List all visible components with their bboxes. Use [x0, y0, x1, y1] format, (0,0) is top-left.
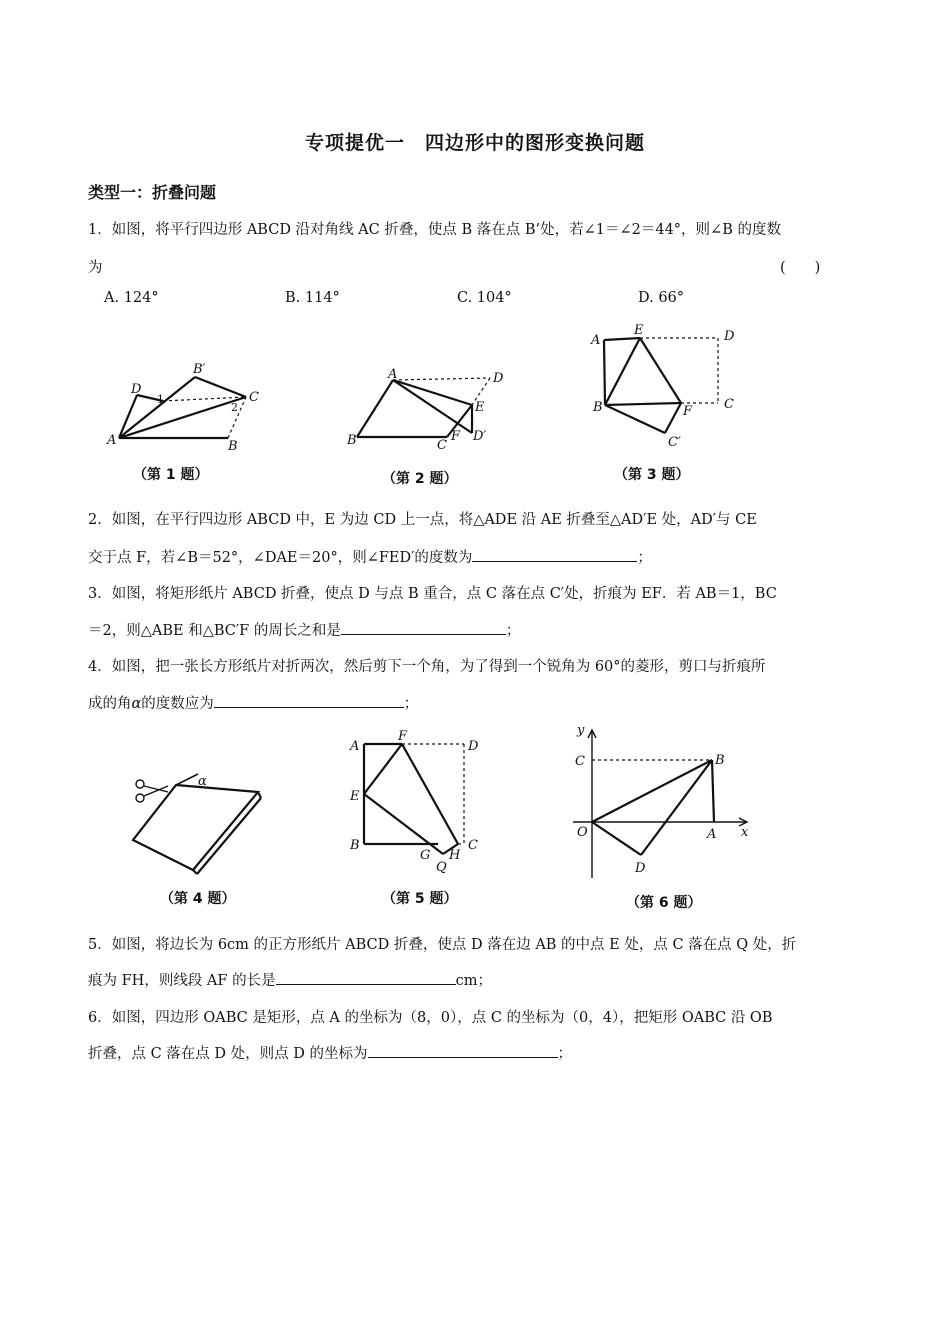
caption-fig-2: （第 2 题） [382, 471, 458, 487]
figure-4 [128, 760, 273, 875]
paper-edge-3 [193, 870, 197, 874]
q5-text: 痕为 FH，则线段 AF 的长是 [88, 973, 276, 989]
q2-line1: 2．如图，在平行四边形 ABCD 中，E 为边 CD 上一点，将△ADE 沿 AE 折叠至△AD′E 处，AD′与 CE [88, 512, 757, 528]
label-c: C [437, 438, 447, 453]
q4-line1: 4．如图，把一张长方形纸片对折两次，然后剪下一个角，为了得到一个锐角为 60°的菱形，剪口与折痕所 [88, 659, 766, 675]
label-f: F [683, 404, 693, 419]
q4-end: ； [403, 696, 419, 712]
label-g: G [420, 848, 431, 863]
label-b: B [350, 838, 360, 853]
q4-answer-blank[interactable] [214, 693, 404, 708]
edge-b-prime-c [195, 377, 246, 397]
q5-line1: 5．如图，将边长为 6cm 的正方形纸片 ABCD 折叠，使点 D 落在边 AB 的中点 E 处，点 C 落在点 Q 处，折 [88, 937, 797, 953]
edge-bf [605, 403, 681, 405]
label-q: Q [436, 860, 447, 875]
label-b: B [228, 439, 238, 454]
edge-c-prime-f [665, 403, 681, 433]
q2-answer-blank[interactable] [472, 547, 637, 562]
edge-ad-prime [393, 380, 472, 433]
q4-line2 [88, 692, 418, 713]
edge-bc-prime [605, 405, 665, 433]
label-a: A [707, 827, 717, 842]
label-y: y [577, 723, 585, 738]
q1-option-a: A. 124° [104, 290, 159, 306]
edge-ba [357, 380, 393, 437]
label-alpha: α [198, 774, 207, 789]
edge-fe [364, 744, 402, 794]
edge-ba [712, 760, 714, 822]
figure-4-diagram [128, 760, 273, 875]
q6-end: ； [557, 1046, 572, 1062]
label-c: C [249, 390, 259, 405]
q5-answer-blank[interactable] [276, 970, 456, 985]
folded-paper [133, 785, 258, 870]
q1-line1: 1．如图，将平行四边形 ABCD 沿对角线 AC 折叠，使点 B 落在点 B’处，若∠1＝∠2＝44°，则∠B 的度数 [88, 222, 781, 238]
figure-5 [340, 728, 500, 878]
label-d: D [493, 371, 504, 386]
figure-5-diagram [340, 728, 500, 878]
page-title: 专项提优一 四边形中的图形变换问题 [304, 132, 645, 154]
q3-line1: 3．如图，将矩形纸片 ABCD 折叠，使点 D 与点 B 重合，点 C 落在点 C′处，折痕为 EF．若 AB＝1，BC [88, 586, 777, 602]
q1-option-c: C. 104° [457, 290, 512, 306]
q2-end: ； [637, 550, 652, 566]
figure-1-diagram [105, 355, 275, 455]
label-c-prime: C′ [668, 435, 681, 450]
q3-line2 [88, 619, 520, 640]
q1-line2: 为 [88, 260, 103, 276]
q5-line2 [88, 969, 492, 990]
label-angle-2: 2 [231, 401, 238, 414]
edge-od [592, 822, 641, 855]
q2-text: 交于点 F，若∠B＝52°，∠DAE＝20°，则∠FED′的度数为 [88, 550, 473, 566]
label-c: C [724, 397, 734, 412]
label-c: C [575, 754, 585, 769]
label-d-prime: D′ [473, 429, 487, 444]
caption-fig-5: （第 5 题） [382, 891, 458, 907]
q6-text: 折叠，点 C 落在点 D 处，则点 D 的坐标为 [88, 1046, 368, 1062]
q2-line2 [88, 546, 652, 567]
label-e: E [350, 789, 360, 804]
label-c: C [468, 838, 478, 853]
caption-fig-4: （第 4 题） [160, 891, 236, 907]
section-heading: 类型一：折叠问题 [88, 183, 217, 202]
label-a: A [107, 433, 117, 448]
q1-answer-paren: ( ) [780, 260, 821, 276]
label-angle-1: 1 [157, 393, 164, 406]
figure-6-diagram [565, 718, 760, 883]
q6-answer-blank[interactable] [368, 1043, 558, 1058]
figure-3 [585, 320, 755, 455]
label-a: A [591, 333, 601, 348]
figure-6 [565, 718, 760, 883]
label-x: x [741, 825, 749, 840]
edge-ef [640, 338, 681, 403]
q4-text-a: 成的角 [88, 696, 132, 712]
q6-line2 [88, 1042, 572, 1063]
q3-text: ＝2，则△ABE 和△BC′F 的周长之和是 [88, 623, 341, 639]
edge-ob [592, 760, 712, 822]
figure-2 [345, 368, 515, 453]
edge-ae [393, 380, 472, 405]
label-a: A [388, 368, 398, 382]
figure-3-diagram [585, 320, 755, 455]
figure-2-diagram [345, 368, 515, 453]
q3-end: ； [505, 623, 521, 639]
q4-alpha: α [131, 696, 142, 712]
figure-1 [105, 355, 275, 455]
caption-fig-3: （第 3 题） [614, 467, 690, 483]
label-e: E [634, 323, 644, 338]
dashed-ad [393, 378, 490, 380]
label-d: D [635, 861, 646, 876]
caption-fig-1: （第 1 题） [133, 467, 209, 483]
q6-line1: 6．如图，四边形 OABC 是矩形，点 A 的坐标为（8，0），点 C 的坐标为（0，4），把矩形 OABC 沿 OB [88, 1010, 773, 1026]
label-b: B [715, 753, 725, 768]
q1-option-b: B. 114° [285, 290, 340, 306]
cut-line [176, 774, 198, 785]
edge-ac [119, 397, 246, 438]
label-b: B [347, 433, 357, 448]
label-f: F [451, 429, 461, 444]
label-d: D [131, 382, 142, 397]
label-e: E [475, 400, 485, 415]
edge-ab [604, 340, 605, 405]
scissors-icon [136, 780, 168, 802]
label-a: A [350, 739, 360, 754]
paper-edge-1 [258, 792, 261, 798]
q3-answer-blank[interactable] [341, 620, 506, 635]
q1-option-d: D. 66° [638, 290, 685, 306]
edge-db [641, 760, 712, 855]
label-h: H [449, 848, 461, 863]
label-b: B [593, 400, 603, 415]
label-f: F [398, 729, 408, 744]
label-d: D [468, 739, 479, 754]
q5-end: cm； [455, 973, 492, 989]
label-o: O [577, 825, 588, 840]
label-d: D [724, 329, 735, 344]
paper-edge-2 [197, 798, 261, 874]
q4-text-b: 的度数应为 [141, 696, 214, 712]
label-b-prime: B′ [193, 362, 206, 377]
edge-ae [604, 338, 640, 340]
caption-fig-6: （第 6 题） [626, 895, 702, 911]
edge-be [605, 338, 640, 405]
